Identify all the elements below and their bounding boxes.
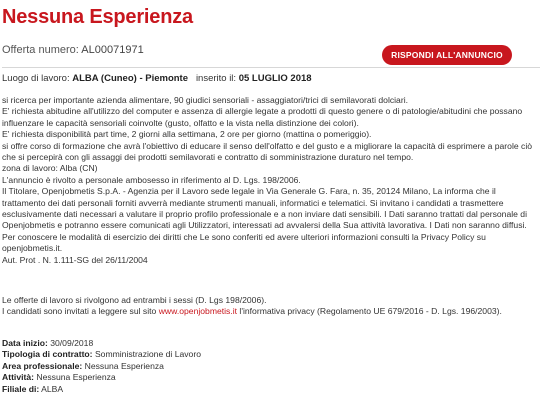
description-line: Il Titolare, Openjobmetis S.p.A. - Agenzia per il Lavoro sede legale in Via Generale G. Fara, n. 35, 20124 Milano, La informa che il trattamento dei dati personali forniti avverrà mediante strumenti manuali, informatici e telematici. Si invitano i candidati a trasmettere esclusivamente dati necessari a valutare il proprio profilo professionale e a non inviare dati sensibili. I Dati saranno trattati dal personale di Openjobmetis e potranno essere comunicati agli Utilizzatori, interessati ad avvalersi della Sua attività lavorativa. I Dati non saranno diffusi. Per conoscere le modalità di esercizio dei diritti che Le sono conferiti ed avere ulteriori informazioni consulti la Privacy Policy su openjobmetis.it. [2, 186, 527, 254]
detail-row [2, 384, 538, 395]
offer-number [2, 44, 144, 56]
job-description [2, 95, 538, 266]
notes-text: I candidati sono invitati a leggere sul sito [2, 306, 159, 317]
description-line: E' richiesta disponibilità part time, 2 giorni alla settimana, 2 ore per giorno (mattina o pomeriggio). [2, 129, 372, 140]
detail-key: Tipologia di contratto: [2, 349, 93, 360]
inserted-date: 05 LUGLIO 2018 [238, 73, 312, 84]
detail-key: Data inizio: [2, 338, 48, 348]
detail-key: Area professionale: [2, 360, 83, 371]
detail-value: Nessuna Esperienza [84, 360, 164, 371]
location-label: Luogo di lavoro: [2, 73, 70, 84]
job-details [2, 338, 538, 395]
notes-line: Le offerte di lavoro si rivolgono ad entrambi i sessi (D. Lgs 198/2006). [2, 295, 267, 305]
legal-notes [2, 295, 538, 318]
detail-value: Somministrazione di Lavoro [94, 349, 201, 360]
notes-text: l'informativa privacy (Regolamento UE 679/2016 - D. Lgs. 196/2003). [237, 306, 502, 317]
description-line: si offre corso di formazione che avrà l'obiettivo di educare il senso dell'olfatto e del gusto e a migliorare la capacità di esprimere a parole ciò che si percepirà con gli assaggi dei prodotti semilavorati e contratto di somministrazione duraturo nel tempo. [2, 140, 533, 163]
detail-value: Nessuna Esperienza [36, 372, 116, 383]
offer-number-label: Offerta numero: [2, 44, 79, 56]
detail-row [2, 338, 538, 349]
detail-row [2, 372, 538, 383]
detail-key: Filiale di: [2, 383, 40, 394]
notes-line [2, 306, 538, 317]
description-line: Aut. Prot . N. 1.111-SG del 26/11/2004 [2, 254, 148, 265]
detail-key: Attività: [2, 372, 34, 383]
detail-value: ALBA [41, 383, 64, 394]
job-location [2, 73, 312, 84]
apply-button[interactable]: RISPONDI ALL'ANNUNCIO [382, 45, 512, 65]
description-line: E' richiesta abitudine all'utilizzo del computer e assenza di allergie legate a prodotti di questo genere o di patologie/abitudini che possano influenzare le capacità sensoriali coinvolte (gusto, olfatto e la vista nella distinzione dei colori). [2, 106, 523, 128]
divider [2, 67, 540, 68]
location-value: ALBA (Cuneo) - Piemonte [72, 73, 189, 84]
description-line: zona di lavoro: Alba (CN) [2, 163, 98, 174]
openjobmetis-link[interactable]: www.openjobmetis.it [158, 306, 238, 317]
offer-number-value: AL00071971 [81, 44, 144, 56]
description-line: si ricerca per importante azienda alimentare, 90 giudici sensoriali - assaggiatori/trici di semilavorati dolciari. [2, 95, 408, 105]
description-line: L'annuncio è rivolto a personale ambosesso in riferimento al D. Lgs. 198/2006. [2, 174, 301, 185]
detail-value: 30/09/2018 [50, 338, 94, 348]
inserted-label: inserito il: [195, 73, 237, 84]
detail-row [2, 349, 538, 360]
detail-row [2, 361, 538, 372]
page-title: Nessuna Esperienza [2, 6, 193, 28]
